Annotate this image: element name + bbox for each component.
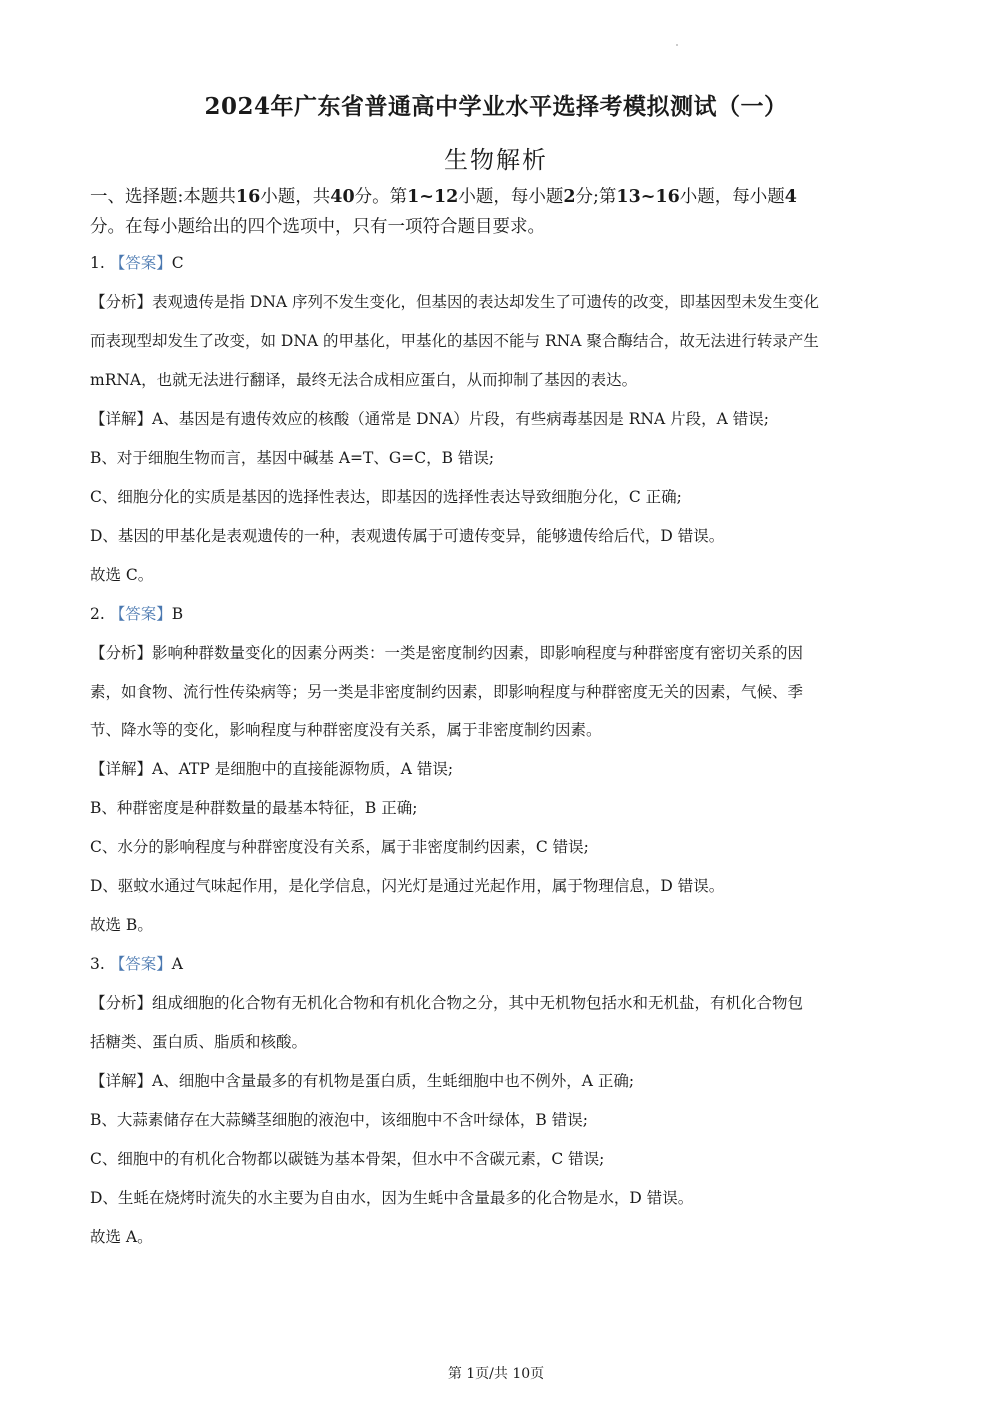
document-subtitle: 生物解析: [444, 146, 548, 174]
text-line: 故选 B。: [90, 916, 153, 934]
question-1-answer-line: [90, 251, 905, 273]
answer-value: A: [171, 955, 183, 973]
intro-text: 小题，每小题: [458, 187, 564, 207]
text-line: 故选 A。: [90, 1228, 153, 1246]
text-line: 素，如食物、流行性传染病等；另一类是非密度制约因素，即影响程度与种群密度无关的因素，气候、季: [90, 683, 804, 701]
question-2-answer-line: [90, 602, 905, 624]
intro-number: 40: [330, 187, 355, 207]
text-line: 节、降水等的变化，影响程度与种群密度没有关系，属于非密度制约因素。: [90, 721, 602, 739]
text-line: 【详解】A、细胞中含量最多的有机物是蛋白质，生蚝细胞中也不例外，A 正确;: [90, 1072, 635, 1090]
intro-text: 分;第: [575, 187, 617, 207]
text-line: C、水分的影响程度与种群密度没有关系，属于非密度制约因素，C 错误;: [90, 838, 589, 856]
intro-number: 2: [563, 187, 576, 207]
intro-text: 分。在每小题给出的四个选项中，只有一项符合题目要求。: [90, 217, 545, 237]
text-line: 【分析】表观遗传是指 DNA 序列不发生变化，但基因的表达却发生了可遗传的改变，即基因型未发生变化: [90, 293, 820, 311]
intro-number: 13~16: [616, 187, 680, 207]
question-number: 1.: [90, 254, 105, 272]
answer-tag: 【答案】: [109, 254, 172, 272]
intro-number: 1~12: [407, 187, 459, 207]
text-line: D、驱蚊水通过气味起作用，是化学信息，闪光灯是通过光起作用，属于物理信息，D 错误。: [90, 877, 725, 895]
section-intro: [90, 182, 902, 242]
text-line: 【分析】影响种群数量变化的因素分两类：一类是密度制约因素，即影响程度与种群密度有密切关系的因: [90, 644, 804, 662]
text-line: B、大蒜素储存在大蒜鳞茎细胞的液泡中，该细胞中不含叶绿体，B 错误;: [90, 1111, 588, 1129]
question-number: 2.: [90, 605, 105, 623]
intro-text: 小题，每小题: [679, 187, 785, 207]
question-number: 3.: [90, 955, 105, 973]
scan-dot: [676, 44, 678, 46]
text-line: 【详解】A、ATP 是细胞中的直接能源物质，A 错误;: [90, 760, 454, 778]
intro-text: 小题，共: [260, 187, 331, 207]
text-line: 【分析】组成细胞的化合物有无机化合物和有机化合物之分，其中无机物包括水和无机盐，有机化合物包: [90, 994, 804, 1012]
answer-value: C: [171, 254, 184, 272]
text-line: 而表现型却发生了改变，如 DNA 的甲基化，甲基化的基因不能与 RNA 聚合酶结合，故无法进行转录产生: [90, 332, 819, 350]
text-line: B、对于细胞生物而言，基因中碱基 A=T、G=C，B 错误;: [90, 449, 495, 467]
text-line: 故选 C。: [90, 566, 154, 584]
text-line: 【详解】A、基因是有遗传效应的核酸（通常是 DNA）片段，有些病毒基因是 RNA 片段，A 错误;: [90, 410, 769, 428]
intro-number: 16: [235, 187, 261, 207]
intro-number: 4: [784, 187, 797, 207]
text-line: C、细胞中的有机化合物都以碳链为基本骨架，但水中不含碳元素，C 错误;: [90, 1150, 605, 1168]
intro-text: 一、选择题:本题共: [90, 187, 236, 207]
text-line: D、生蚝在烧烤时流失的水主要为自由水，因为生蚝中含量最多的化合物是水，D 错误。: [90, 1189, 694, 1207]
intro-text: 分。第: [354, 187, 408, 207]
text-line: D、基因的甲基化是表观遗传的一种，表观遗传属于可遗传变异，能够遗传给后代，D 错误。: [90, 527, 725, 545]
text-line: 括糖类、蛋白质、脂质和核酸。: [90, 1033, 308, 1051]
text-line: mRNA，也就无法进行翻译，最终无法合成相应蛋白，从而抑制了基因的表达。: [90, 371, 638, 389]
document-title: 2024年广东省普通高中学业水平选择考模拟测试（一）: [204, 93, 788, 120]
text-line: B、种群密度是种群数量的最基本特征，B 正确;: [90, 799, 418, 817]
page-number: 第 1页/共 10页: [447, 1366, 545, 1382]
text-line: C、细胞分化的实质是基因的选择性表达，即基因的选择性表达导致细胞分化，C 正确;: [90, 488, 682, 506]
question-3-answer-line: [90, 952, 905, 974]
answer-tag: 【答案】: [109, 605, 172, 623]
answer-tag: 【答案】: [109, 955, 172, 973]
answer-value: B: [171, 605, 184, 623]
